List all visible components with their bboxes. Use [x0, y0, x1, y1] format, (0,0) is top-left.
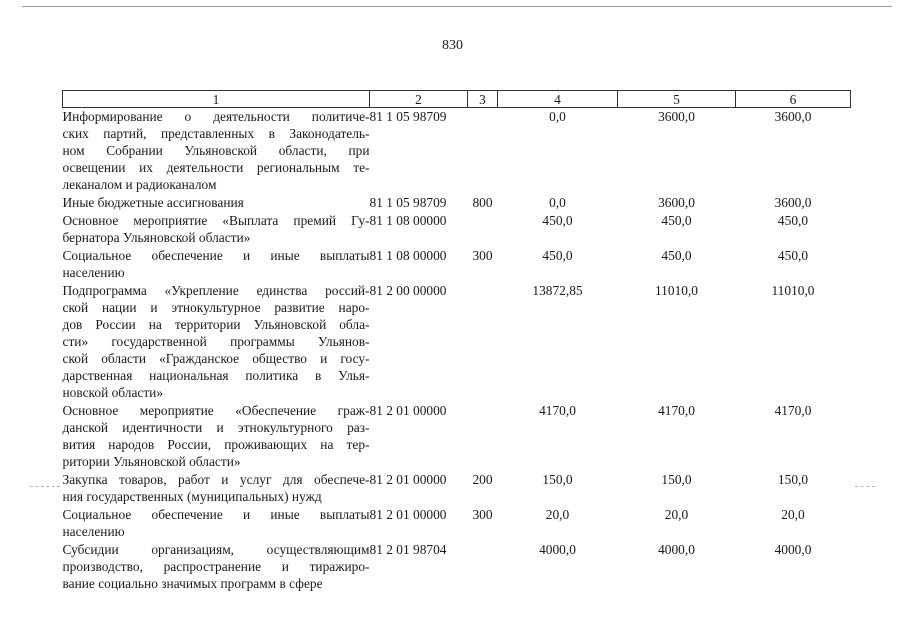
row-name-line: освещении их деятельности региональным те- — [62, 160, 370, 175]
row-name-line: вание социально значимых программ в сфере — [62, 576, 323, 591]
row-value-col4: 150,0 — [542, 472, 573, 487]
row-value-col6: 450,0 — [777, 213, 809, 228]
row-value-col6: 3600,0 — [774, 195, 812, 210]
row-name-cell — [63, 470, 370, 505]
row-name-line: ном Собрании Ульяновской области, при — [62, 143, 370, 158]
row-value-col6: 3600,0 — [774, 109, 812, 124]
row-name-line: производство, распространение и тиражиро- — [62, 559, 370, 574]
row-expense-type-cell: 300 — [472, 507, 493, 522]
row-name-cell — [63, 540, 370, 592]
row-name-cell — [63, 108, 370, 194]
row-value-col6: 4000,0 — [774, 542, 812, 557]
row-expense-type-cell — [468, 540, 498, 592]
row-value-col5: 11010,0 — [654, 283, 699, 298]
header-col-6: 6 — [736, 91, 851, 108]
row-value-col4: 0,0 — [549, 109, 566, 124]
scan-artifact-left — [30, 486, 60, 487]
row-value-col6: 11010,0 — [771, 283, 815, 298]
row-value-col6: 150,0 — [777, 472, 809, 487]
row-name-line: ской области «Гражданское общество и госу- — [62, 351, 370, 366]
row-name-cell — [63, 401, 370, 470]
row-name-line: дов России на территории Ульяновской обла- — [62, 317, 370, 332]
row-value-col5: 150,0 — [661, 472, 692, 487]
table-row — [63, 108, 851, 194]
row-name-line: Основное мероприятие «Выплата премий Гу- — [62, 213, 370, 228]
row-name-line: Субсидии организациям, осуществляющим — [62, 542, 370, 557]
row-expense-type-cell — [468, 281, 498, 401]
row-name-cell — [63, 211, 370, 246]
row-name-line: новской области» — [62, 385, 164, 400]
row-name-line: населению — [62, 524, 125, 539]
row-name-line: ритории Ульяновской области» — [62, 454, 241, 469]
row-value-col5: 4000,0 — [658, 542, 695, 557]
row-name-line: бернатора Ульяновской области» — [62, 230, 251, 245]
row-name-line: Основное мероприятие «Обеспечение граж- — [62, 403, 370, 418]
row-value-col6: 4170,0 — [774, 403, 812, 418]
row-code-cell: 81 2 00 00000 — [369, 283, 447, 298]
row-name-line: дарственная национальная политика в Улья- — [62, 368, 370, 383]
table-body — [63, 108, 851, 593]
row-name-line: ния государственных (муниципальных) нужд — [62, 489, 322, 504]
row-value-col5: 450,0 — [661, 213, 692, 228]
row-value-col6: 20,0 — [781, 507, 805, 522]
table-row — [63, 193, 851, 211]
row-name-line: Закупка товаров, работ и услуг для обеспече- — [62, 472, 370, 487]
table-row — [63, 505, 851, 540]
row-code-cell: 81 2 01 00000 — [369, 472, 447, 487]
row-value-col4: 0,0 — [549, 195, 566, 210]
row-code-cell: 81 1 08 00000 — [369, 248, 447, 263]
row-name-line: вития народов России, проживающих на тер- — [62, 437, 370, 452]
header-col-3: 3 — [468, 91, 498, 108]
table-row — [63, 540, 851, 592]
row-code-cell: 81 1 05 98709 — [369, 109, 447, 124]
row-value-col4: 13872,85 — [532, 283, 583, 298]
header-col-2: 2 — [370, 91, 468, 108]
table-row — [63, 211, 851, 246]
row-value-col5: 4170,0 — [658, 403, 695, 418]
budget-table — [62, 90, 851, 592]
row-value-col4: 4000,0 — [539, 542, 576, 557]
table-header-row — [63, 91, 851, 108]
row-value-col6: 450,0 — [777, 248, 809, 263]
table-row — [63, 470, 851, 505]
row-value-col4: 20,0 — [545, 507, 570, 522]
row-expense-type-cell: 200 — [472, 472, 493, 487]
table-row — [63, 281, 851, 401]
row-expense-type-cell: 300 — [472, 248, 493, 263]
top-border-line — [22, 6, 892, 7]
row-name-line: Подпрограмма «Укрепление единства россий- — [62, 283, 370, 298]
row-name-line: леканалом и радиоканалом — [62, 177, 217, 192]
page-number: 830 — [442, 38, 463, 53]
row-name-line: сти» государственной программы Ульянов- — [62, 334, 370, 349]
row-name-line: Социальное обеспечение и иные выплаты — [62, 248, 370, 263]
header-col-5: 5 — [618, 91, 736, 108]
table-row — [63, 401, 851, 470]
row-value-col4: 4170,0 — [539, 403, 576, 418]
row-expense-type-cell: 800 — [472, 195, 493, 210]
row-name-line: населению — [62, 265, 125, 280]
row-name-line: Социальное обеспечение и иные выплаты — [62, 507, 370, 522]
row-name-line: ской нации и этнокультурное развитие наро- — [62, 300, 370, 315]
row-expense-type-cell — [468, 211, 498, 246]
row-code-cell: 81 2 01 00000 — [369, 507, 447, 522]
row-name-cell — [63, 246, 370, 281]
row-value-col5: 20,0 — [664, 507, 689, 522]
row-expense-type-cell — [468, 108, 498, 194]
row-code-cell: 81 1 05 98709 — [369, 195, 447, 210]
row-value-col5: 450,0 — [661, 248, 692, 263]
row-name-line: данской идентичности и этнокультурного раз- — [62, 420, 370, 435]
row-name-cell — [63, 281, 370, 401]
row-code-cell: 81 1 08 00000 — [369, 213, 447, 228]
row-name-cell — [63, 193, 370, 211]
row-name-line: Иные бюджетные ассигнования — [62, 195, 244, 210]
row-value-col4: 450,0 — [542, 213, 573, 228]
table-row — [63, 246, 851, 281]
row-code-cell: 81 2 01 98704 — [369, 542, 447, 557]
row-value-col4: 450,0 — [542, 248, 573, 263]
row-name-line: Информирование о деятельности политиче- — [62, 109, 370, 124]
header-col-1: 1 — [63, 91, 370, 108]
row-value-col5: 3600,0 — [658, 109, 695, 124]
scan-artifact-right — [855, 486, 875, 487]
row-name-cell — [63, 505, 370, 540]
row-value-col5: 3600,0 — [658, 195, 695, 210]
header-col-4: 4 — [498, 91, 618, 108]
row-code-cell: 81 2 01 00000 — [369, 403, 447, 418]
row-expense-type-cell — [468, 401, 498, 470]
row-name-line: ских партий, представленных в Законодатель- — [62, 126, 370, 141]
